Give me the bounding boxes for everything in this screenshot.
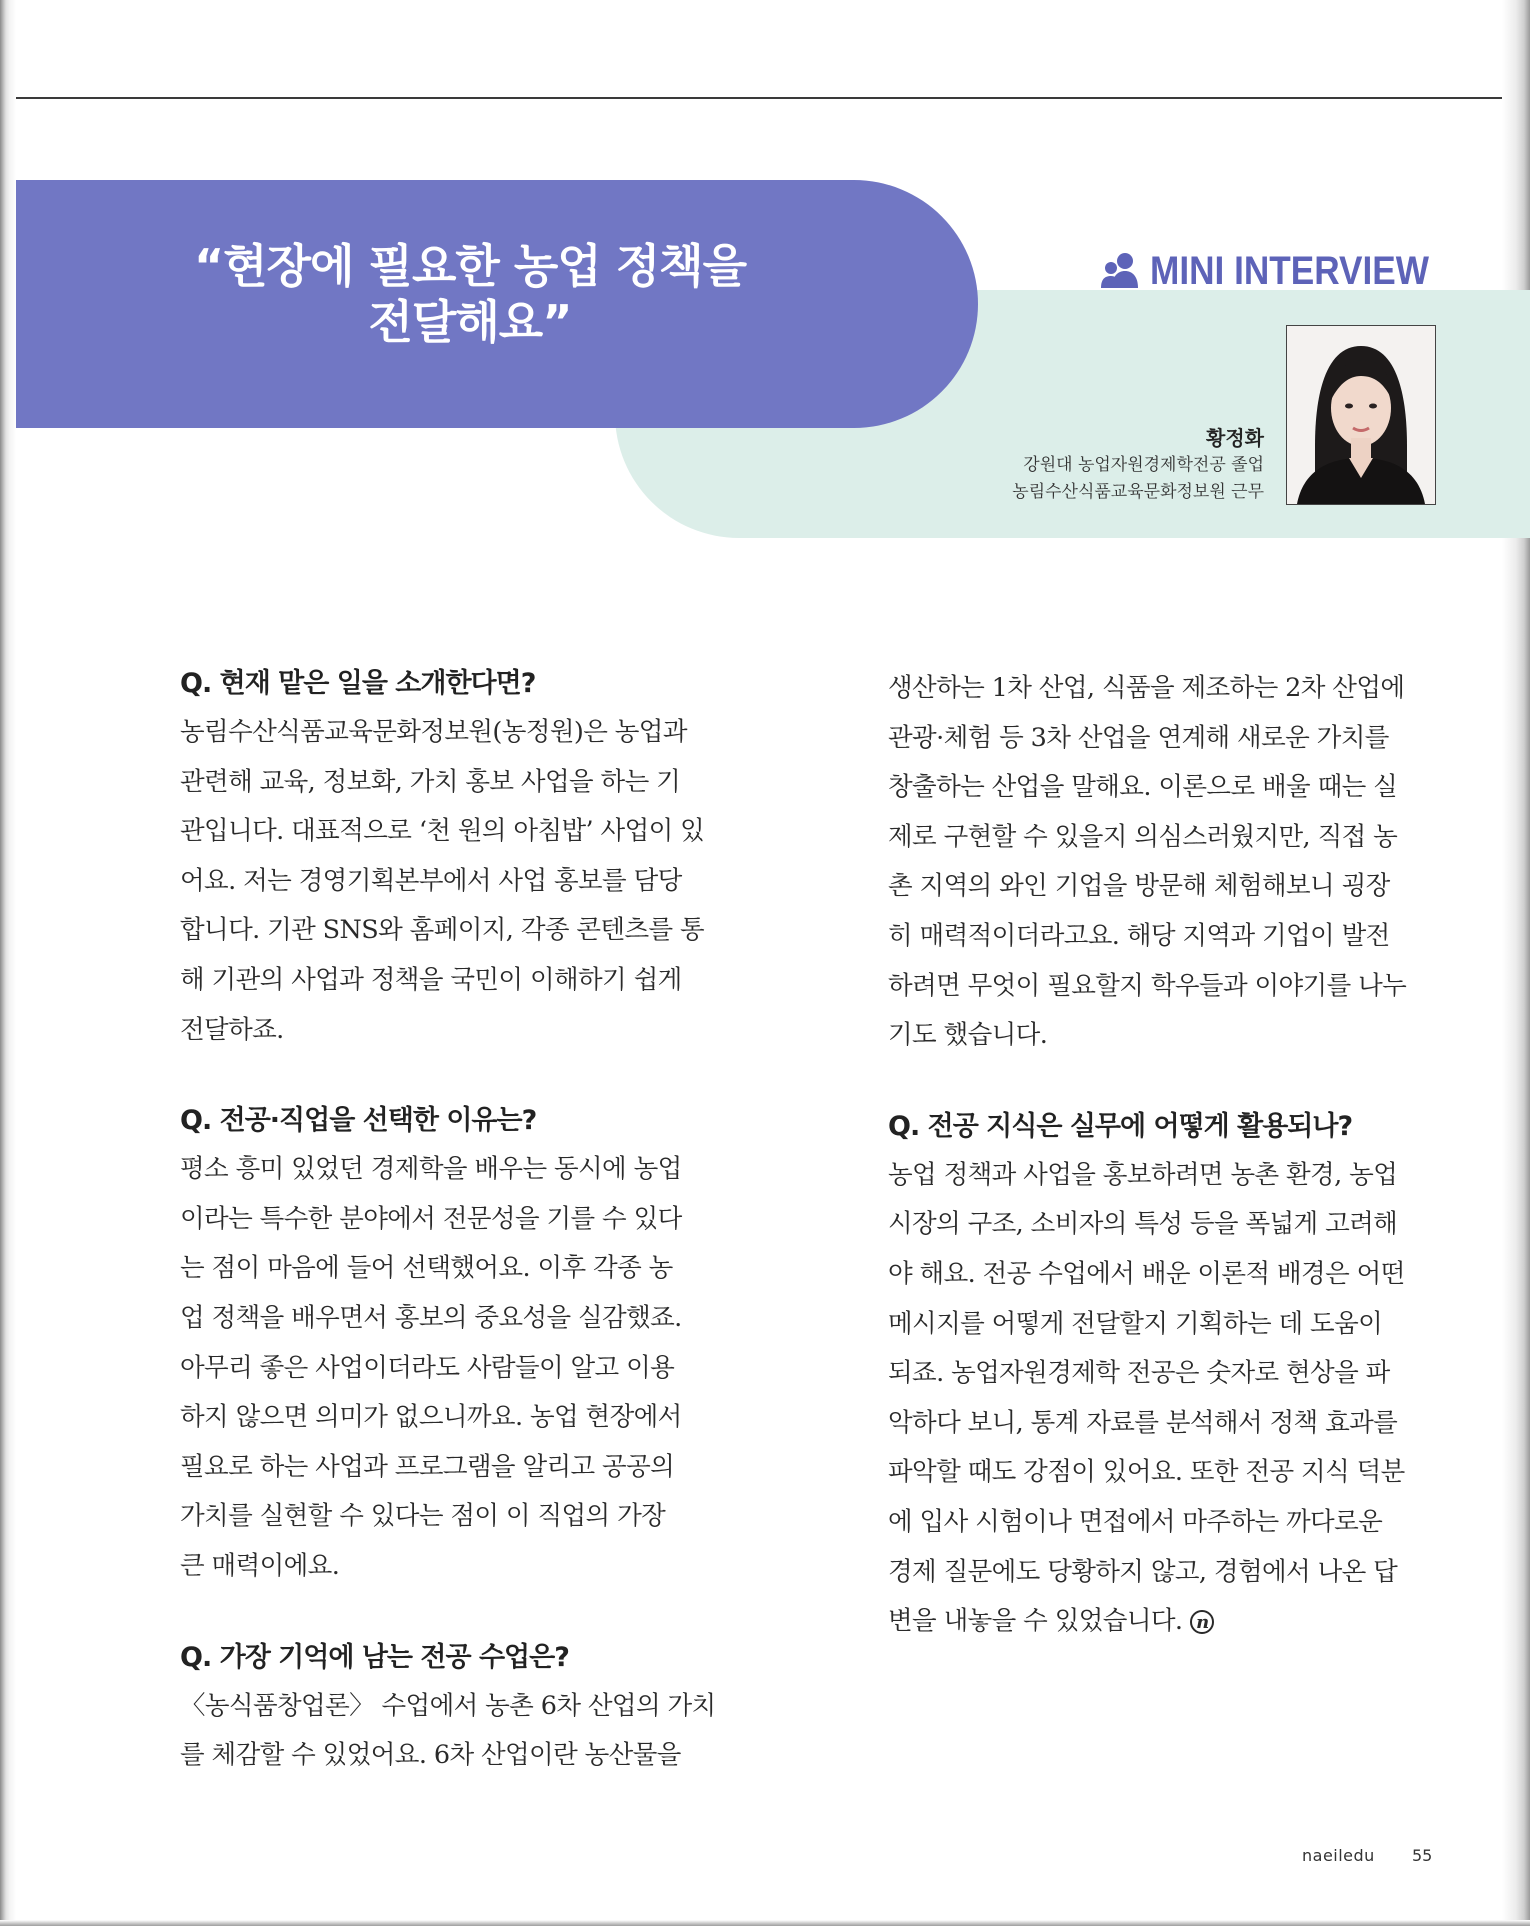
answer-line: 해 기관의 사업과 정책을 국민이 이해하기 쉽게 <box>180 964 682 995</box>
answer-line: 제로 구현할 수 있을지 의심스러웠지만, 직접 농 <box>888 821 1398 852</box>
right-column <box>888 664 1436 1693</box>
answer-line: 이라는 특수한 분야에서 전문성을 기를 수 있다 <box>180 1203 682 1234</box>
answer-line: 는 점이 마음에 들어 선택했어요. 이후 각종 농 <box>180 1253 673 1284</box>
question-heading: Q. 전공·직업을 선택한 이유는? <box>180 1105 537 1137</box>
qa-block <box>180 664 728 1055</box>
left-column <box>180 664 728 1827</box>
answer-line: 경제 질문에도 당황하지 않고, 경험에서 나온 답 <box>888 1556 1398 1587</box>
answer-line: 촌 지역의 와인 기업을 방문해 체험해보니 굉장 <box>888 871 1390 902</box>
profile-name: 황정화 <box>1206 426 1264 450</box>
answer-line: 기도 했습니다. <box>888 1020 1048 1051</box>
portrait-illustration <box>1287 326 1435 504</box>
answer-line: 히 매력적이더라고요. 해당 지역과 기업이 발전 <box>888 920 1390 951</box>
qa-block <box>180 1101 728 1591</box>
qa-block <box>180 1638 728 1781</box>
profile-education: 강원대 농업자원경제학전공 졸업 <box>1023 455 1264 475</box>
answer-line: 야 해요. 전공 수업에서 배운 이론적 배경은 어떤 <box>888 1258 1405 1289</box>
answer-line: 어요. 저는 경영기획본부에서 사업 홍보를 담당 <box>180 865 682 896</box>
question-heading: Q. 현재 맡은 일을 소개한다면? <box>180 668 536 699</box>
answer-line: 농림수산식품교육문화정보원(농정원)은 농업과 <box>180 717 687 747</box>
answer-line: 〈농식품창업론〉 수업에서 농촌 6차 산업의 가치 <box>180 1690 716 1721</box>
answer-line: 악하다 보니, 통계 자료를 분석해서 정책 효과를 <box>888 1407 1398 1438</box>
answer-line: 시장의 구조, 소비자의 특성 등을 폭넓게 고려해 <box>888 1209 1398 1240</box>
answer-line: 합니다. 기관 SNS와 홈페이지, 각종 콘텐츠를 통 <box>180 915 705 946</box>
answer-line: 하지 않으면 의미가 없으니까요. 농업 현장에서 <box>180 1402 682 1433</box>
answer-line: 평소 흥미 있었던 경제학을 배우는 동시에 농업 <box>180 1154 682 1185</box>
question-heading: Q. 전공 지식은 실무에 어떻게 활용되나? <box>888 1110 1353 1142</box>
answer-line: 파악할 때도 강점이 있어요. 또한 전공 지식 덕분 <box>888 1457 1405 1488</box>
question-heading: Q. 가장 기억에 남는 전공 수업은? <box>180 1641 569 1673</box>
profile-workplace: 농림수산식품교육문화정보원 근무 <box>1012 482 1264 502</box>
headline-line-2: 전달해요” <box>368 295 572 349</box>
answer-line: 창출하는 산업을 말해요. 이론으로 배울 때는 실 <box>888 772 1398 803</box>
qa-block-continued <box>888 664 1436 1061</box>
answer-line: 하려면 무엇이 필요할지 학우들과 이야기를 나누 <box>888 970 1407 1001</box>
page-edge-shadow-right <box>1502 0 1530 1926</box>
footer-brand: naeiledu <box>1302 1846 1375 1865</box>
answer-line: 전달하죠. <box>180 1014 284 1045</box>
qa-block <box>888 1107 1436 1647</box>
answer-line: 관입니다. 대표적으로 ‘천 원의 아침밥’ 사업이 있 <box>180 816 705 847</box>
answer-line: 아무리 좋은 사업이더라도 사람들이 알고 이용 <box>180 1352 675 1383</box>
end-mark-icon: n <box>1190 1610 1214 1634</box>
answer-line: 생산하는 1차 산업, 식품을 제조하는 2차 산업에 <box>888 673 1405 703</box>
answer-line: 농업 정책과 사업을 홍보하려면 농촌 환경, 농업 <box>888 1159 1398 1190</box>
answer-line-last <box>888 1597 1436 1647</box>
headline <box>180 238 760 350</box>
interview-people-icon <box>1100 252 1140 290</box>
answer-line: 에 입사 시험이나 면접에서 마주하는 까다로운 <box>888 1506 1383 1537</box>
answer-line: 관광·체험 등 3차 산업을 연계해 새로운 가치를 <box>888 722 1389 753</box>
answer-line: 가치를 실현할 수 있다는 점이 이 직업의 가장 <box>180 1501 666 1532</box>
answer-line: 메시지를 어떻게 전달할지 기획하는 데 도움이 <box>888 1308 1383 1339</box>
answer-line: 업 정책을 배우면서 홍보의 중요성을 실감했죠. <box>180 1302 682 1333</box>
page-number: 55 <box>1412 1846 1433 1865</box>
answer-line: 되죠. 농업자원경제학 전공은 숫자로 현상을 파 <box>888 1358 1390 1389</box>
profile-info <box>1012 424 1264 506</box>
answer-line: 큰 매력이에요. <box>180 1550 340 1581</box>
answer-line: 를 체감할 수 있었어요. 6차 산업이란 농산물을 <box>180 1740 681 1771</box>
section-label <box>1100 248 1467 294</box>
profile-photo <box>1286 325 1436 505</box>
answer-line: 관련해 교육, 정보화, 가치 홍보 사업을 하는 기 <box>180 766 681 797</box>
top-rule <box>16 97 1502 99</box>
answer-line-text: 변을 내놓을 수 있었습니다. <box>888 1606 1183 1637</box>
section-label-text: MINI INTERVIEW <box>1150 248 1430 293</box>
headline-line-1: “현장에 필요한 농업 정책을 <box>193 239 747 293</box>
page-edge-shadow-left <box>0 0 16 1926</box>
page-edge-shadow-bottom <box>0 1920 1530 1926</box>
answer-line: 필요로 하는 사업과 프로그램을 알리고 공공의 <box>180 1451 675 1482</box>
